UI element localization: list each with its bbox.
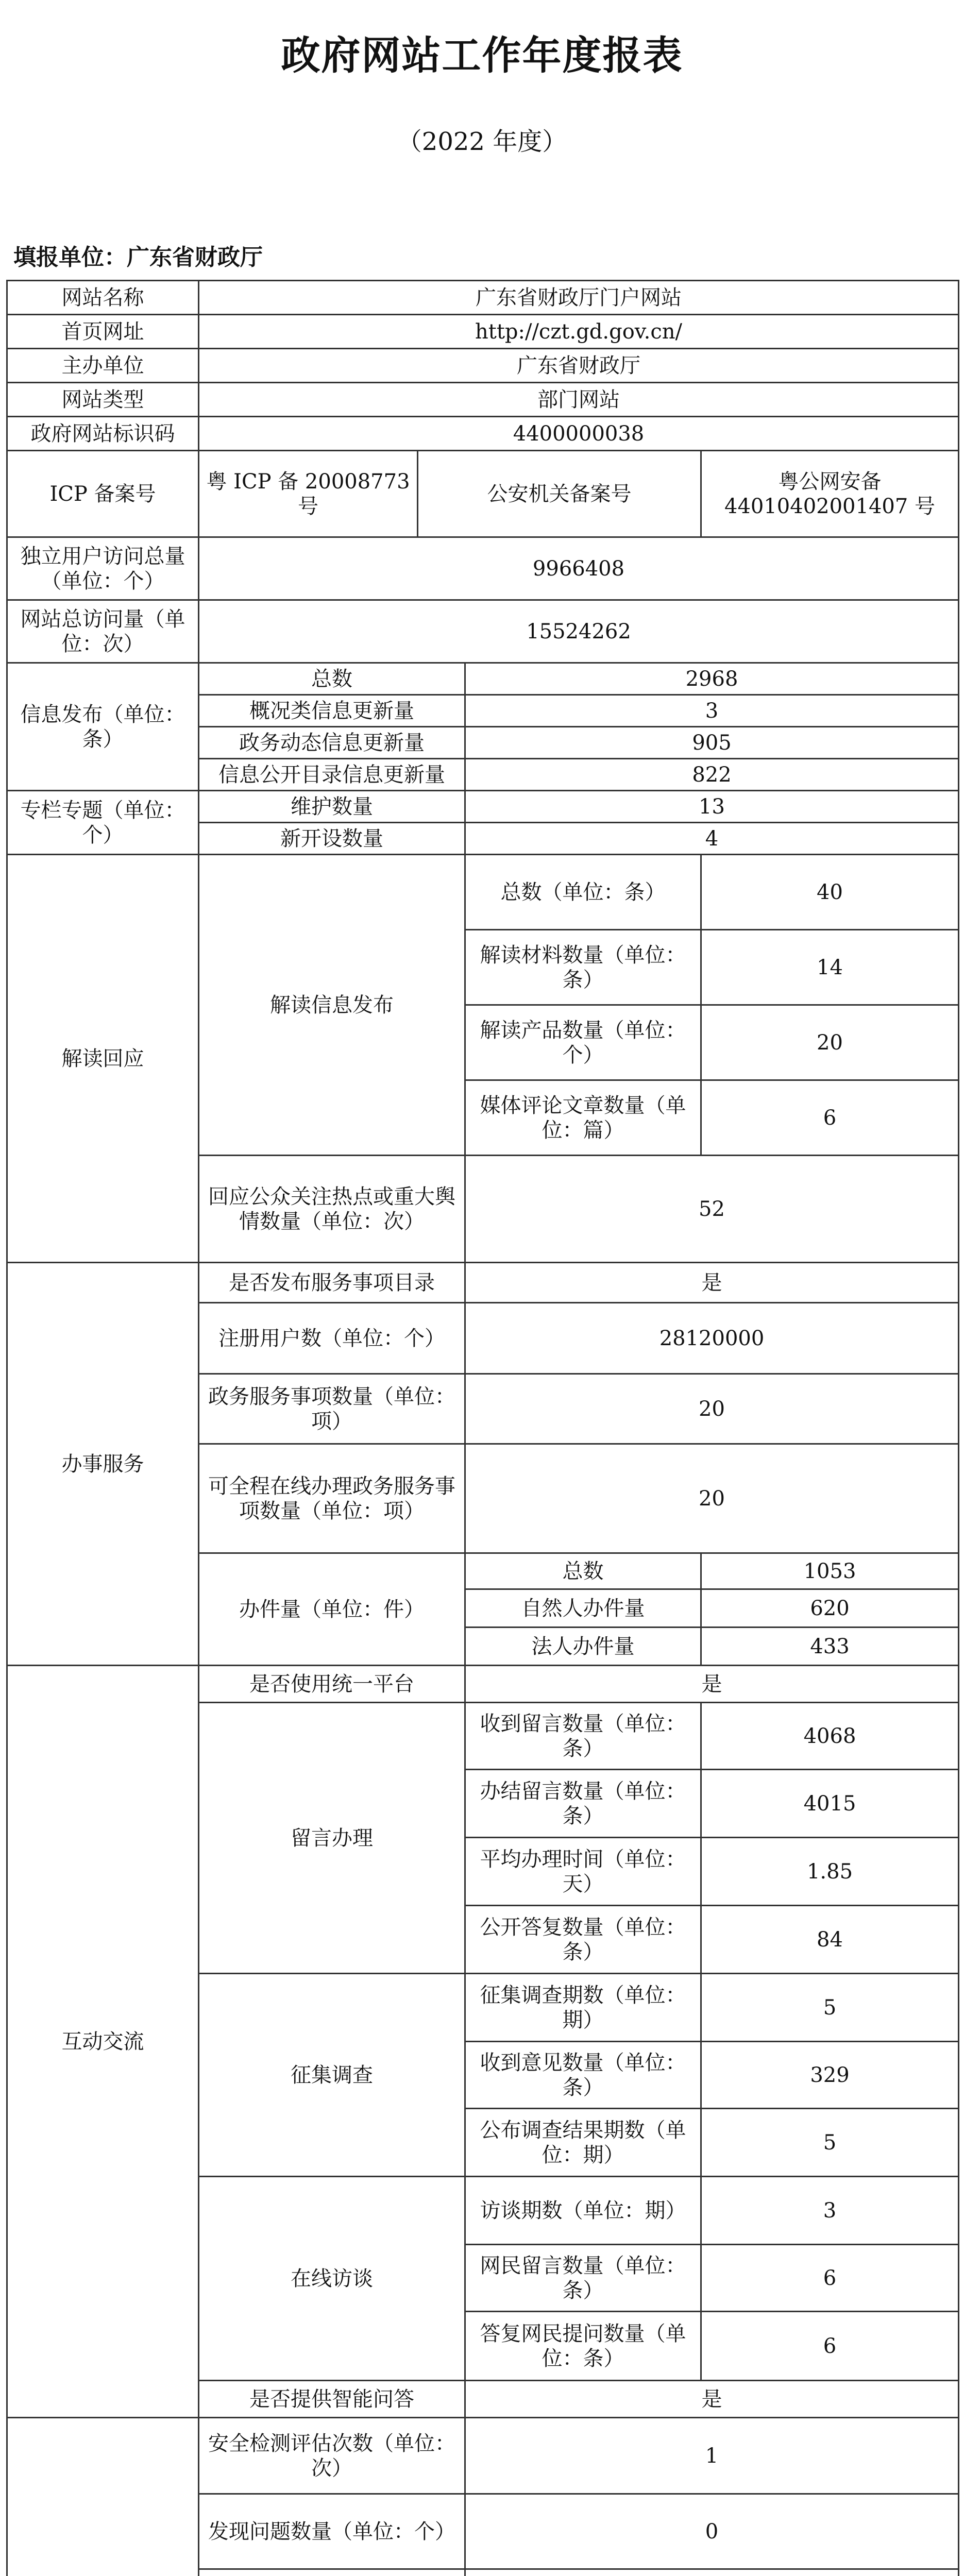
- row-icp: [7, 451, 959, 537]
- cell-value: 433: [701, 1628, 959, 1666]
- cell-label: 媒体评论文章数量（单位：篇）: [465, 1080, 701, 1156]
- cell-value: 6: [701, 2245, 959, 2312]
- section-label: 办事服务: [7, 1263, 199, 1666]
- section-label: 互动交流: [7, 1666, 199, 2418]
- section-label: 解读回应: [7, 855, 199, 1263]
- row-page-views: [7, 600, 959, 663]
- cell-value: 5: [701, 1974, 959, 2042]
- reporting-unit: 填报单位：广东省财政厅: [13, 244, 263, 270]
- cell-value: 1: [465, 2418, 959, 2494]
- cell-label: 答复网民提问数量（单位：条）: [465, 2312, 701, 2381]
- cell-label: 网站类型: [7, 383, 199, 417]
- cell-label: 留言办理: [199, 1703, 465, 1974]
- cell-value: 广东省财政厅门户网站: [199, 281, 959, 315]
- cell-label: 独立用户访问总量（单位：个）: [7, 537, 199, 600]
- cell-label: 总数: [199, 663, 465, 695]
- page-title: 政府网站工作年度报表: [281, 32, 683, 78]
- cell-value: 6: [701, 1080, 959, 1156]
- cell-value: 9966408: [199, 537, 959, 600]
- cell-label: 是否使用统一平台: [199, 1666, 465, 1703]
- cell-value: 部门网站: [199, 383, 959, 417]
- section-label: 信息发布（单位：条）: [7, 663, 199, 791]
- cell-value: 是: [465, 1666, 959, 1703]
- cell-label: 安全检测评估次数（单位：次）: [199, 2418, 465, 2494]
- cell-label: 是否提供智能问答: [199, 2381, 465, 2418]
- cell-value: 20: [465, 1374, 959, 1444]
- report-table: [6, 280, 959, 2576]
- cell-label: 概况类信息更新量: [199, 695, 465, 727]
- cell-label: ICP 备案号: [7, 451, 199, 537]
- cell-value: 粤公网安备 44010402001407 号: [701, 451, 959, 537]
- cell-value: 329: [701, 2042, 959, 2109]
- cell-value: 是: [465, 2381, 959, 2418]
- cell-label: 政务服务事项数量（单位：项）: [199, 1374, 465, 1444]
- cell-label: 法人办件量: [465, 1628, 701, 1666]
- cell-value: 4068: [701, 1703, 959, 1770]
- cell-label: 办件量（单位：件）: [199, 1553, 465, 1666]
- cell-label: 办结留言数量（单位：条）: [465, 1770, 701, 1838]
- cell-label: 回应公众关注热点或重大舆情数量（单位：次）: [199, 1156, 465, 1263]
- cell-label: 公安机关备案号: [418, 451, 701, 537]
- cell-label: 网站总访问量（单位：次）: [7, 600, 199, 663]
- cell-value: 粤 ICP 备 20008773 号: [199, 451, 418, 537]
- cell-label: 公布调查结果期数（单位：期）: [465, 2109, 701, 2177]
- cell-label: 主办单位: [7, 349, 199, 383]
- cell-value: 2968: [465, 663, 959, 695]
- cell-value: 广东省财政厅: [199, 349, 959, 383]
- report-year: （2022 年度）: [397, 127, 567, 156]
- cell-label: 发现问题数量（单位：个）: [199, 2494, 465, 2569]
- row-home-url: [7, 315, 959, 349]
- cell-value: 是: [465, 1263, 959, 1303]
- cell-value: [465, 2569, 959, 2576]
- row-service-catalog: [7, 1263, 959, 1303]
- cell-value: 1053: [701, 1553, 959, 1589]
- cell-label: 自然人办件量: [465, 1589, 701, 1628]
- row-security-scan: [7, 2418, 959, 2494]
- cell-label: 收到留言数量（单位：条）: [465, 1703, 701, 1770]
- cell-label: 政务动态信息更新量: [199, 727, 465, 759]
- row-interpret-total: [7, 855, 959, 930]
- cell-value: 3: [465, 695, 959, 727]
- cell-value: 52: [465, 1156, 959, 1263]
- cell-value: 28120000: [465, 1303, 959, 1374]
- cell-value: 905: [465, 727, 959, 759]
- cell-value: 6: [701, 2312, 959, 2381]
- cell-label: 公开答复数量（单位：条）: [465, 1906, 701, 1974]
- cell-value: 0: [465, 2494, 959, 2569]
- cell-value: 84: [701, 1906, 959, 1974]
- cell-label: 首页网址: [7, 315, 199, 349]
- cell-label: 解读材料数量（单位：条）: [465, 930, 701, 1005]
- cell-label: 征集调查: [199, 1974, 465, 2177]
- cell-value: 40: [701, 855, 959, 930]
- cell-value: 822: [465, 759, 959, 791]
- cell-value: 20: [701, 1005, 959, 1080]
- row-info-total: [7, 663, 959, 695]
- cell-value: 1.85: [701, 1838, 959, 1906]
- cell-value: 4: [465, 823, 959, 855]
- cell-label: 解读产品数量（单位：个）: [465, 1005, 701, 1080]
- cell-value: 20: [465, 1444, 959, 1553]
- cell-label: 可全程在线办理政务服务事项数量（单位：项）: [199, 1444, 465, 1553]
- section-label: [7, 2418, 199, 2576]
- cell-label: 政府网站标识码: [7, 417, 199, 451]
- cell-label: 平均办理时间（单位：天）: [465, 1838, 701, 1906]
- cell-label: 网民留言数量（单位：条）: [465, 2245, 701, 2312]
- cell-value: http://czt.gd.gov.cn/: [199, 315, 959, 349]
- cell-value: 3: [701, 2177, 959, 2245]
- row-sponsor: [7, 349, 959, 383]
- cell-value: 14: [701, 930, 959, 1005]
- cell-label: 访谈期数（单位：期）: [465, 2177, 701, 2245]
- cell-label: 网站名称: [7, 281, 199, 315]
- cell-label: 信息公开目录信息更新量: [199, 759, 465, 791]
- row-interact-platform: [7, 1666, 959, 1703]
- row-site-id: [7, 417, 959, 451]
- cell-label: 新开设数量: [199, 823, 465, 855]
- cell-value: 15524262: [199, 600, 959, 663]
- cell-label: 总数（单位：条）: [465, 855, 701, 930]
- cell-value: 4400000038: [199, 417, 959, 451]
- cell-value: 13: [465, 791, 959, 823]
- cell-label: [199, 2569, 465, 2576]
- row-site-name: [7, 281, 959, 315]
- section-label: 专栏专题（单位：个）: [7, 791, 199, 855]
- cell-label: 收到意见数量（单位：条）: [465, 2042, 701, 2109]
- row-site-type: [7, 383, 959, 417]
- cell-label: 总数: [465, 1553, 701, 1589]
- cell-value: 4015: [701, 1770, 959, 1838]
- cell-label: 注册用户数（单位：个）: [199, 1303, 465, 1374]
- cell-label: 征集调查期数（单位：期）: [465, 1974, 701, 2042]
- cell-label: 在线访谈: [199, 2177, 465, 2381]
- cell-value: 5: [701, 2109, 959, 2177]
- cell-label: 是否发布服务事项目录: [199, 1263, 465, 1303]
- row-unique-visitors: [7, 537, 959, 600]
- row-column-maintain: [7, 791, 959, 823]
- cell-label: 维护数量: [199, 791, 465, 823]
- cell-label: 解读信息发布: [199, 855, 465, 1156]
- cell-value: 620: [701, 1589, 959, 1628]
